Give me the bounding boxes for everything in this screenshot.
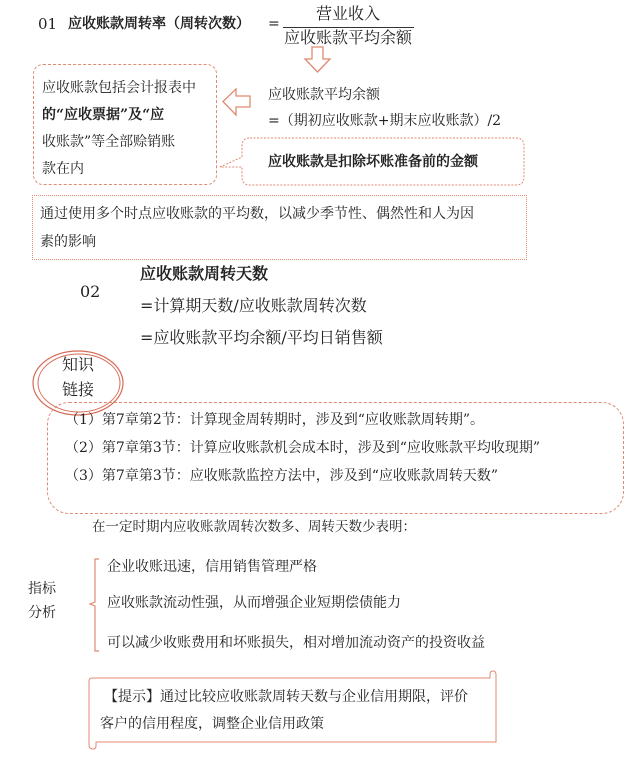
knowledge-link-item-1: （1）第7章第2节：计算现金周转期时，涉及到“应收账款周转期”。 (65, 412, 485, 428)
fraction-denominator: 应收账款平均余额 (284, 28, 413, 47)
left-arrow-icon (222, 88, 252, 116)
knowledge-link-item-3: （3）第7章第3节：应收账款监控方法中，涉及到“应收账款周转天数” (65, 468, 499, 484)
analysis-item-2: 应收账款流动性强，从而增强企业短期偿债能力 (107, 595, 401, 611)
average-note-line-2: 素的影响 (40, 234, 96, 250)
equals-sign: = (268, 16, 280, 32)
section-number-02: 02 (80, 282, 101, 301)
turnover-rate-title: 应收账款周转率（周转次数） (68, 16, 250, 32)
analysis-label-2: 分析 (28, 605, 56, 621)
fraction-numerator: 营业收入 (316, 4, 381, 23)
down-arrow-icon (304, 46, 332, 74)
avg-balance-formula: =（期初应收账款+期末应收账款）/2 (268, 113, 502, 129)
turnover-days-formula-2: =应收账款平均余额/平均日销售额 (140, 328, 383, 347)
average-note-line-1: 通过使用多个时点应收账款的平均数，以减少季节性、偶然性和人为因 (40, 206, 474, 222)
analysis-item-3: 可以减少收账费用和坏账损失，相对增加流动资产的投资收益 (107, 635, 485, 651)
tip-line-2: 客户的信用程度，调整企业信用政策 (100, 716, 324, 732)
tip-line-1: 【提示】通过比较应收账款周转天数与企业信用期限，评价 (104, 689, 468, 705)
analysis-item-1: 企业收账迅速，信用销售管理严格 (107, 559, 317, 575)
avg-balance-title: 应收账款平均余额 (268, 87, 380, 103)
knowledge-link-item-2: （2）第7章第3节：计算应收账款机会成本时，涉及到“应收账款平均收现期” (65, 440, 541, 456)
knowledge-link-label-1: 知识 (62, 355, 95, 374)
knowledge-link-label-2: 链接 (62, 380, 95, 399)
average-note-box (32, 195, 527, 260)
scope-line-2: 的“应收票据”及“应 (42, 107, 165, 123)
scope-line-1: 应收账款包括会计报表中 (42, 80, 196, 96)
analysis-label-1: 指标 (28, 581, 56, 597)
brace-icon (86, 558, 102, 654)
turnover-days-formula-1: =计算期天数/应收账款周转次数 (140, 296, 367, 315)
scope-line-4: 款在内 (42, 161, 84, 177)
analysis-intro: 在一定时期内应收账款周转次数多、周转天数少表明： (92, 519, 416, 535)
tip-scroll-box (86, 670, 500, 750)
section-number-01: 01 (38, 15, 58, 33)
scope-line-3: 收账款”等全部赊销账 (42, 134, 176, 150)
callout-text: 应收账款是扣除坏账准备前的金额 (268, 154, 478, 170)
turnover-days-title: 应收账款周转天数 (140, 264, 269, 283)
